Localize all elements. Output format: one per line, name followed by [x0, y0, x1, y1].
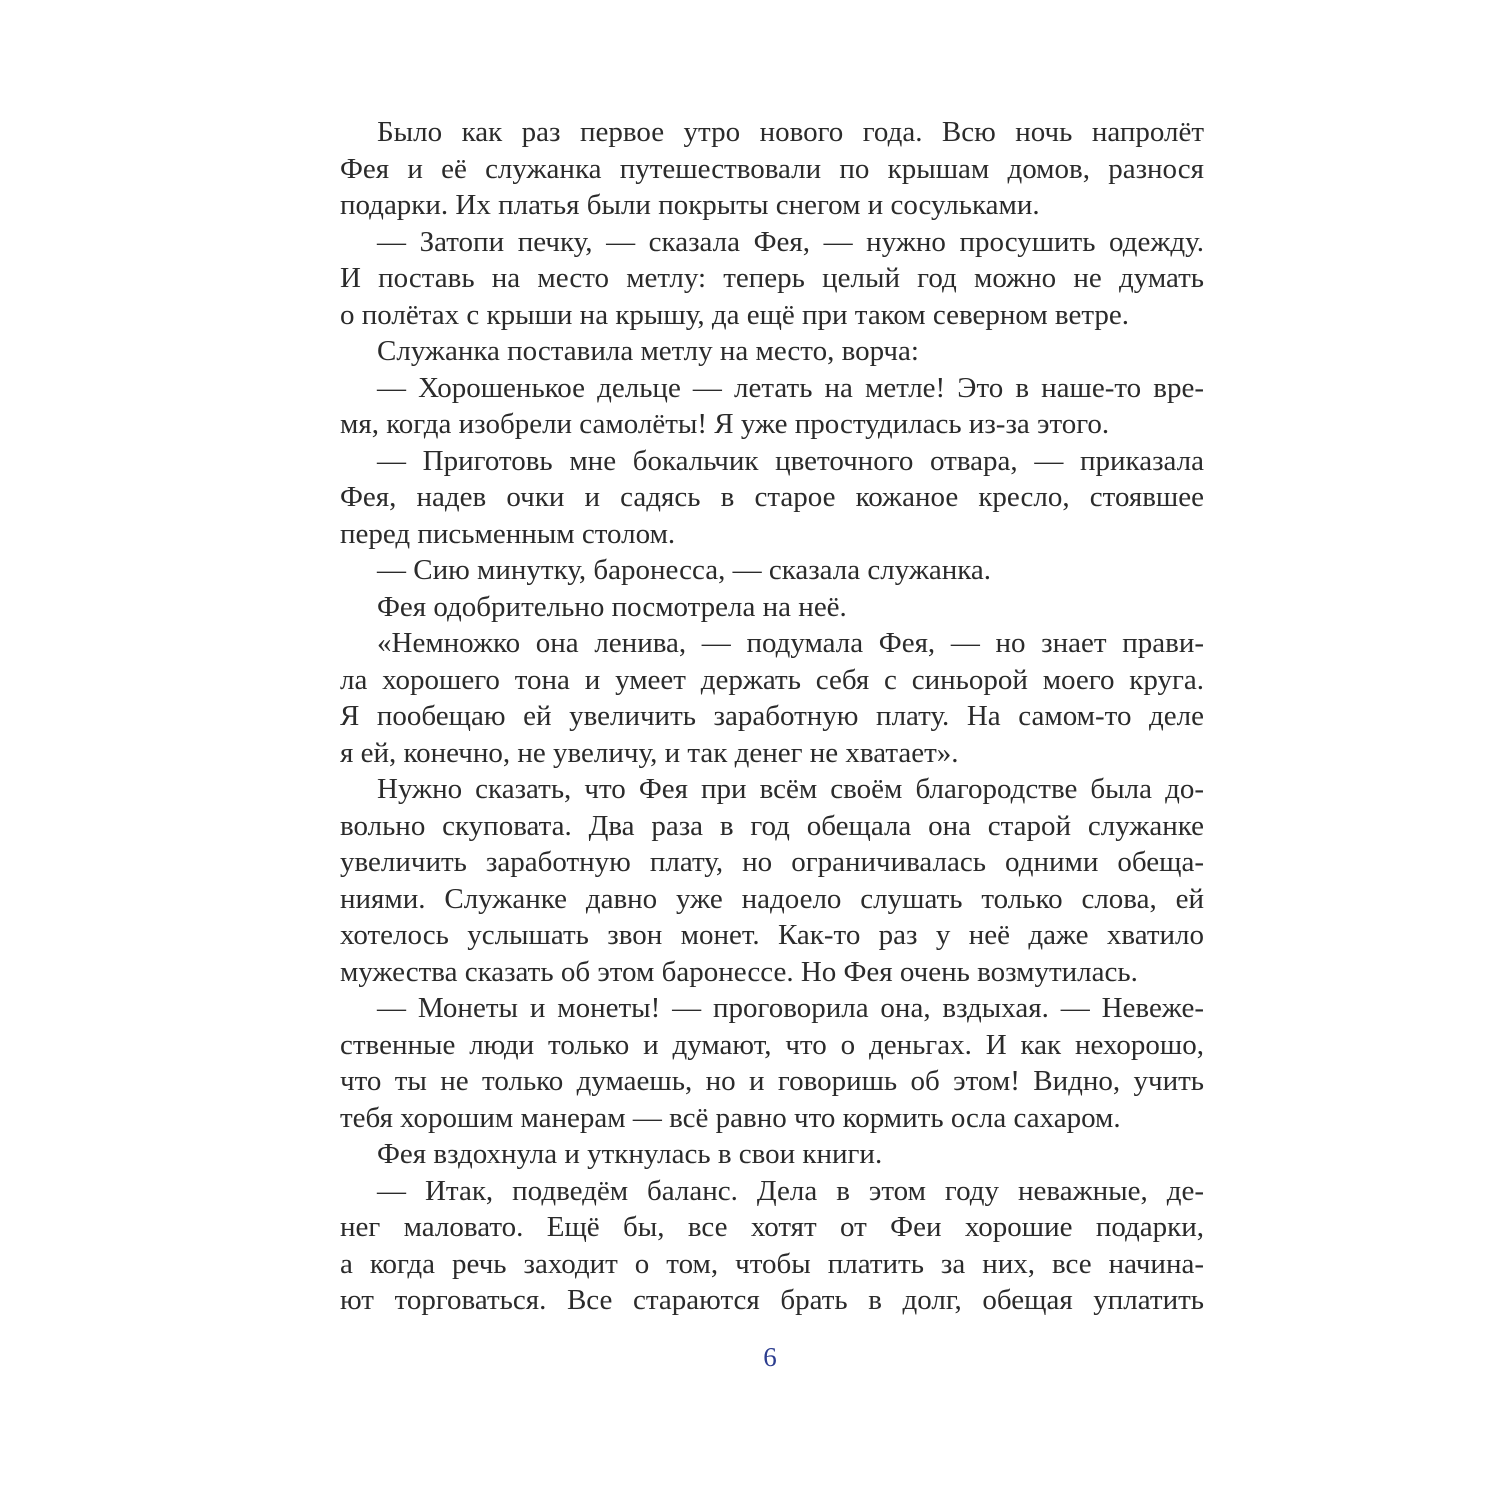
text-line: что ты не только думаешь, но и говоришь об этом! Видно, учить: [340, 1065, 1204, 1097]
text-line: о полётах с крыши на крышу, да ещё при таком северном ветре.: [340, 298, 1129, 331]
text-line: Фея вздохнула и уткнулась в свои книги.: [377, 1138, 883, 1170]
text-line: Было как раз первое утро нового года. Всю ночь напролёт: [377, 116, 1204, 148]
text-line: увеличить заработную плату, но ограничивалась одними обеща-: [340, 846, 1204, 878]
text-line: — Итак, подведём баланс. Дела в этом году неважные, де-: [377, 1174, 1204, 1207]
text-line: хотелось услышать звон монет. Как-то раз у неё даже хватило: [340, 919, 1204, 951]
text-line: перед письменным столом.: [340, 517, 676, 550]
text-line: вольно скуповата. Два раза в год обещала она старой служанке: [340, 809, 1204, 842]
text-line: Фея, надев очки и садясь в старое кожаное кресло, стоявшее: [340, 481, 1204, 513]
text-line: — Сию минутку, баронесса, — сказала служанка.: [377, 554, 992, 586]
text-line: И поставь на место метлу: теперь целый год можно не думать: [340, 262, 1204, 294]
text-line: — Хорошенькое дельце — летать на метле! Это в наше-то вре-: [377, 371, 1204, 404]
text-line: Служанка поставила метлу на место, ворча:: [377, 335, 919, 367]
text-line: — Монеты и монеты! — проговорила она, вздыхая. — Невеже-: [377, 992, 1204, 1024]
text-line: а когда речь заходит о том, чтобы платить за них, все начина-: [340, 1247, 1204, 1280]
text-line: нег маловато. Ещё бы, все хотят от Феи хорошие подарки,: [340, 1211, 1204, 1243]
text-line: Я пообещаю ей увеличить заработную плату. На самом-то деле: [340, 700, 1204, 732]
text-line: ют торговаться. Все стараются брать в долг, обещая уплатить: [340, 1284, 1204, 1316]
page-number: 6: [763, 1342, 777, 1372]
text-line: мужества сказать об этом баронессе. Но Фея очень возмутилась.: [340, 955, 1138, 988]
text-line: подарки. Их платья были покрыты снегом и сосульками.: [340, 189, 1040, 221]
text-line: Нужно сказать, что Фея при всём своём благородстве была до-: [377, 773, 1204, 805]
text-line: — Приготовь мне бокальчик цветочного отвара, — приказала: [377, 444, 1204, 477]
text-line: ла хорошего тона и умеет держать себя с синьорой моего круга.: [340, 663, 1204, 696]
text-line: ниями. Служанке давно уже надоело слушать только слова, ей: [340, 882, 1204, 915]
text-line: ственные люди только и думают, что о деньгах. И как нехорошо,: [340, 1028, 1204, 1061]
text-line: тебя хорошим манерам — всё равно что кормить осла сахаром.: [340, 1101, 1121, 1134]
text-line: Фея и её служанка путешествовали по крышам домов, разнося: [340, 152, 1204, 185]
text-line: я ей, конечно, не увеличу, и так денег не хватает».: [340, 736, 959, 769]
text-line: «Немножко она ленива, — подумала Фея, — но знает прави-: [377, 627, 1204, 659]
page-text: [340, 114, 1204, 1319]
text-line: — Затопи печку, — сказала Фея, — нужно просушить одежду.: [377, 225, 1204, 258]
text-line: Фея одобрительно посмотрела на неё.: [377, 590, 847, 623]
text-line: мя, когда изобрели самолёты! Я уже простудилась из-за этого.: [340, 408, 1110, 440]
